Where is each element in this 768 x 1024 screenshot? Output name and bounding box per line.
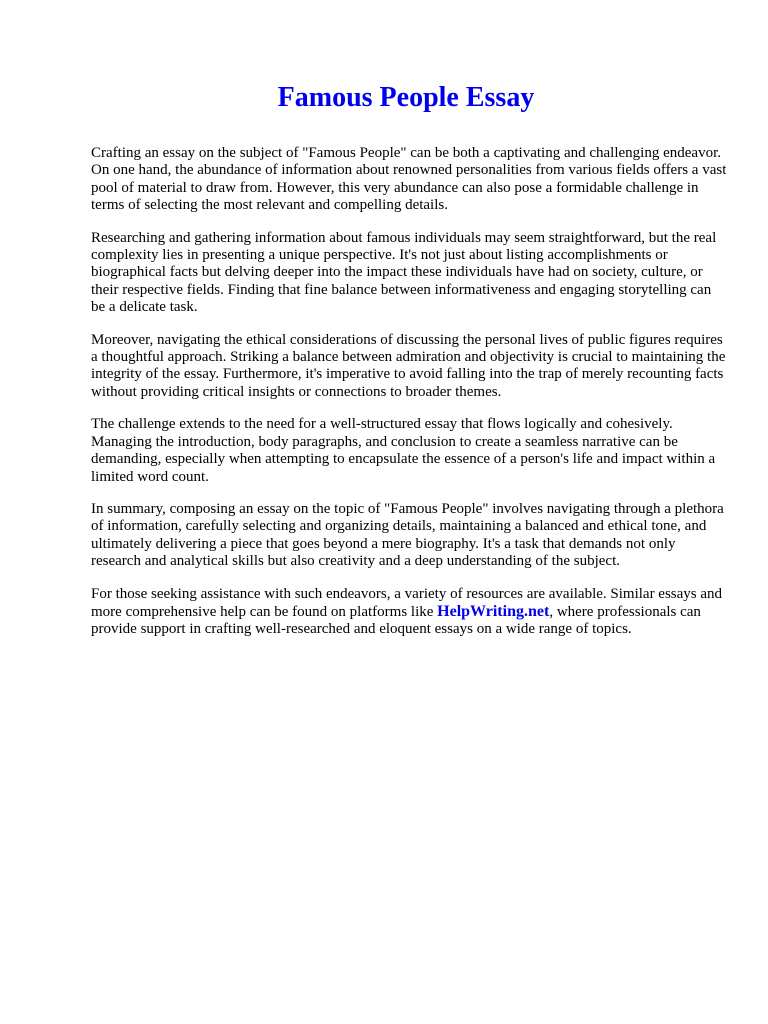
- paragraph-2: Researching and gathering information about famous individuals may seem straightforward, but the real complexity lies in presenting a unique perspective. It's not just about listing accomplishments or biographical facts but delving deeper into the impact these individuals have had on society, culture, or their respective fields. Finding that fine balance between informativeness and engaging storytelling can be a delicate task.: [91, 229, 717, 316]
- helpwriting-link[interactable]: HelpWriting.net: [437, 602, 550, 620]
- paragraph-6-before-link: For those seeking assistance with such endeavors, a variety of resources are available. Similar essays and more comprehensive help can be found on platforms like: [91, 585, 723, 620]
- paragraph-5: In summary, composing an essay on the topic of "Famous People" involves navigating through a plethora of information, carefully selecting and organizing details, maintaining a balanced and ethical tone, and ultimately delivering a piece that goes beyond a mere biography. It's a task that demands not only research and analytical skills but also creativity and a deep understanding of the subject.: [91, 500, 724, 570]
- essay-body: [91, 145, 727, 654]
- paragraph-6: [91, 586, 727, 639]
- paragraph-4: The challenge extends to the need for a well-structured essay that flows logically and cohesively. Managing the introduction, body paragraphs, and conclusion to create a seamless narrative can be demanding, especially when attempting to encapsulate the essence of a person's life and impact within a limited word count.: [91, 416, 716, 485]
- page-title: Famous People Essay: [277, 82, 535, 113]
- paragraph-1: Crafting an essay on the subject of "Famous People" can be both a captivating and challenging endeavor. On one hand, the abundance of information about renowned personalities from various fields offers a vast pool of material to draw from. However, this very abundance can also pose a formidable challenge in terms of selecting the most relevant and compelling details.: [91, 145, 727, 214]
- paragraph-3: Moreover, navigating the ethical considerations of discussing the personal lives of public figures requires a thoughtful approach. Striking a balance between admiration and objectivity is crucial to maintaining the integrity of the essay. Furthermore, it's imperative to avoid falling into the trap of merely recounting facts without providing critical insights or connections to broader themes.: [91, 331, 726, 400]
- paragraph-6-after-link: , where professionals can provide support in crafting well-researched and eloquent essays on a wide range of topics.: [91, 603, 701, 638]
